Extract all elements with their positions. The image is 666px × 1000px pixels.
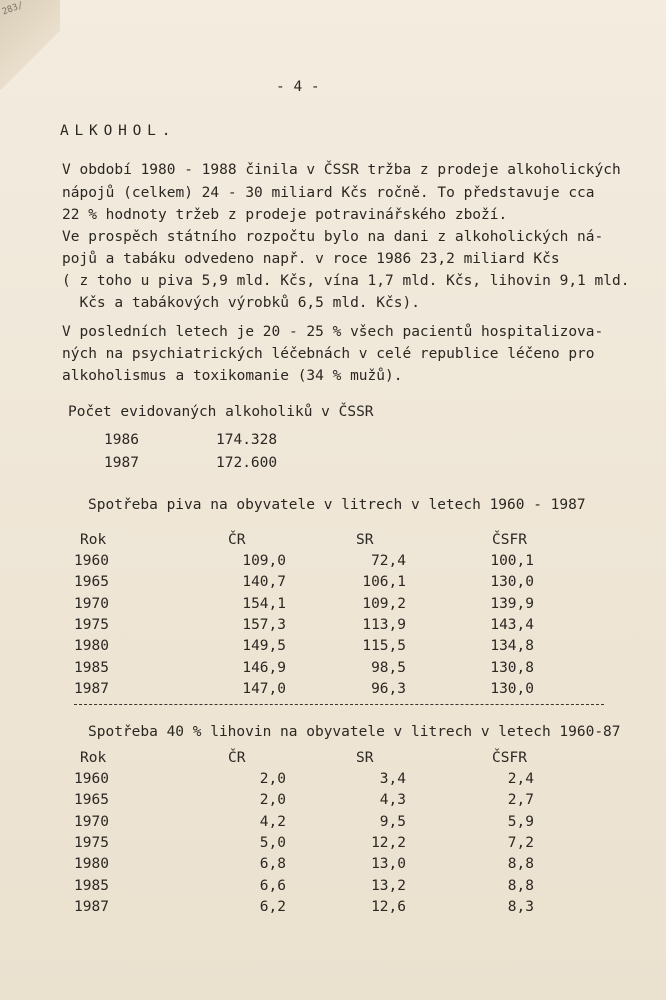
paragraph-line: pojů a tabáku odvedeno např. v roce 1986 23,2 miliard Kčs (62, 251, 560, 267)
beer-header-rok: Rok (80, 532, 107, 548)
corner-mark: 283/ (0, 0, 25, 18)
spirits-header-sr: SR (356, 750, 374, 766)
beer-cell-csfr: 130,0 (490, 680, 534, 697)
spirits-header-csfr: ČSFR (492, 750, 527, 766)
spirits-cell-cr: 4,2 (259, 813, 286, 830)
paragraph-line: V období 1980 - 1988 činila v ČSSR tržba z prodeje alkoholických (62, 162, 621, 178)
spirits-cell-csfr: 7,2 (507, 834, 534, 851)
beer-cell-sr: 106,1 (362, 574, 406, 591)
beer-cell-sr: 115,5 (362, 638, 406, 655)
beer-cell-rok: 1965 (74, 574, 109, 591)
paragraph-line: ných na psychiatrických léčebnách v celé republice léčeno pro (62, 346, 595, 362)
spirits-cell-sr: 13,0 (371, 856, 406, 873)
paragraph-line: nápojů (celkem) 24 - 30 miliard Kčs ročně. To představuje cca (62, 185, 595, 201)
beer-cell-cr: 149,5 (242, 638, 286, 655)
spirits-cell-csfr: 2,4 (507, 771, 534, 787)
beer-cell-csfr: 100,1 (490, 553, 534, 569)
alcoholics-count: 174.328 (216, 432, 278, 448)
beer-cell-sr: 109,2 (362, 595, 406, 612)
alcoholics-year: 1987 (104, 455, 139, 471)
paragraph-line: 22 % hodnoty tržeb z prodeje potravinářského zboží. (62, 207, 508, 223)
beer-cell-sr: 72,4 (371, 553, 406, 569)
spirits-cell-rok: 1960 (74, 771, 109, 787)
spirits-cell-csfr: 8,3 (507, 898, 534, 915)
beer-cell-rok: 1970 (74, 595, 109, 612)
beer-cell-sr: 96,3 (371, 680, 406, 697)
beer-cell-csfr: 143,4 (490, 616, 534, 633)
spirits-cell-rok: 1987 (74, 898, 109, 915)
beer-cell-cr: 147,0 (242, 680, 286, 697)
spirits-cell-cr: 2,0 (259, 771, 286, 787)
beer-cell-rok: 1960 (74, 553, 109, 569)
spirits-header-cr: ČR (228, 750, 246, 766)
beer-header-cr: ČR (228, 532, 246, 548)
paragraph-line: V posledních letech je 20 - 25 % všech pacientů hospitalizova- (62, 324, 604, 340)
spirits-cell-csfr: 8,8 (507, 877, 534, 894)
beer-cell-rok: 1980 (74, 638, 109, 655)
spirits-cell-sr: 4,3 (379, 792, 406, 809)
beer-cell-rok: 1987 (74, 680, 109, 697)
spirits-cell-csfr: 5,9 (507, 813, 534, 830)
paragraph-line: ( z toho u piva 5,9 mld. Kčs, vína 1,7 mld. Kčs, lihovin 9,1 mld. (62, 273, 630, 289)
spirits-cell-csfr: 2,7 (507, 792, 534, 809)
spirits-header-rok: Rok (80, 750, 107, 766)
beer-cell-sr: 98,5 (371, 659, 406, 676)
dashed-divider (74, 704, 604, 705)
beer-cell-cr: 109,0 (242, 553, 286, 569)
spirits-cell-csfr: 8,8 (507, 856, 534, 873)
spirits-cell-rok: 1975 (74, 834, 109, 851)
beer-cell-sr: 113,9 (362, 616, 406, 633)
beer-cell-csfr: 134,8 (490, 638, 534, 655)
folded-corner (0, 0, 60, 90)
spirits-cell-cr: 6,8 (259, 856, 286, 873)
spirits-cell-cr: 6,2 (259, 898, 286, 915)
alcoholics-title: Počet evidovaných alkoholiků v ČSSR (68, 404, 374, 420)
spirits-cell-rok: 1980 (74, 856, 109, 873)
beer-header-csfr: ČSFR (492, 532, 527, 548)
beer-cell-csfr: 130,0 (490, 574, 534, 591)
alcoholics-year: 1986 (104, 432, 139, 448)
beer-cell-cr: 154,1 (242, 595, 286, 612)
paragraph-line: Ve prospěch státního rozpočtu bylo na dani z alkoholických ná- (62, 229, 604, 245)
page-number: - 4 - (276, 79, 320, 95)
spirits-cell-rok: 1965 (74, 792, 109, 809)
spirits-cell-cr: 2,0 (259, 792, 286, 809)
beer-cell-csfr: 139,9 (490, 595, 534, 612)
beer-cell-cr: 157,3 (242, 616, 286, 633)
spirits-cell-cr: 5,0 (259, 834, 286, 851)
beer-cell-csfr: 130,8 (490, 659, 534, 676)
spirits-cell-sr: 3,4 (379, 771, 406, 787)
spirits-cell-sr: 12,6 (371, 898, 406, 915)
alcoholics-count: 172.600 (216, 455, 278, 471)
spirits-cell-sr: 12,2 (371, 834, 406, 851)
beer-cell-cr: 140,7 (242, 574, 286, 591)
spirits-cell-cr: 6,6 (259, 877, 286, 894)
section-heading: ALKOHOL. (60, 123, 177, 139)
paragraph-line: Kčs a tabákových výrobků 6,5 mld. Kčs). (62, 295, 420, 311)
beer-cell-cr: 146,9 (242, 659, 286, 676)
spirits-cell-sr: 13,2 (371, 877, 406, 894)
spirits-cell-rok: 1985 (74, 877, 109, 894)
beer-header-sr: SR (356, 532, 374, 548)
spirits-cell-sr: 9,5 (379, 813, 406, 830)
spirits-cell-rok: 1970 (74, 813, 109, 830)
paragraph-line: alkoholismus a toxikomanie (34 % mužů). (62, 368, 403, 384)
spirits-table-title: Spotřeba 40 % lihovin na obyvatele v litrech v letech 1960-87 (88, 724, 621, 740)
beer-cell-rok: 1985 (74, 659, 109, 676)
beer-cell-rok: 1975 (74, 616, 109, 633)
beer-table-title: Spotřeba piva na obyvatele v litrech v letech 1960 - 1987 (88, 497, 586, 513)
